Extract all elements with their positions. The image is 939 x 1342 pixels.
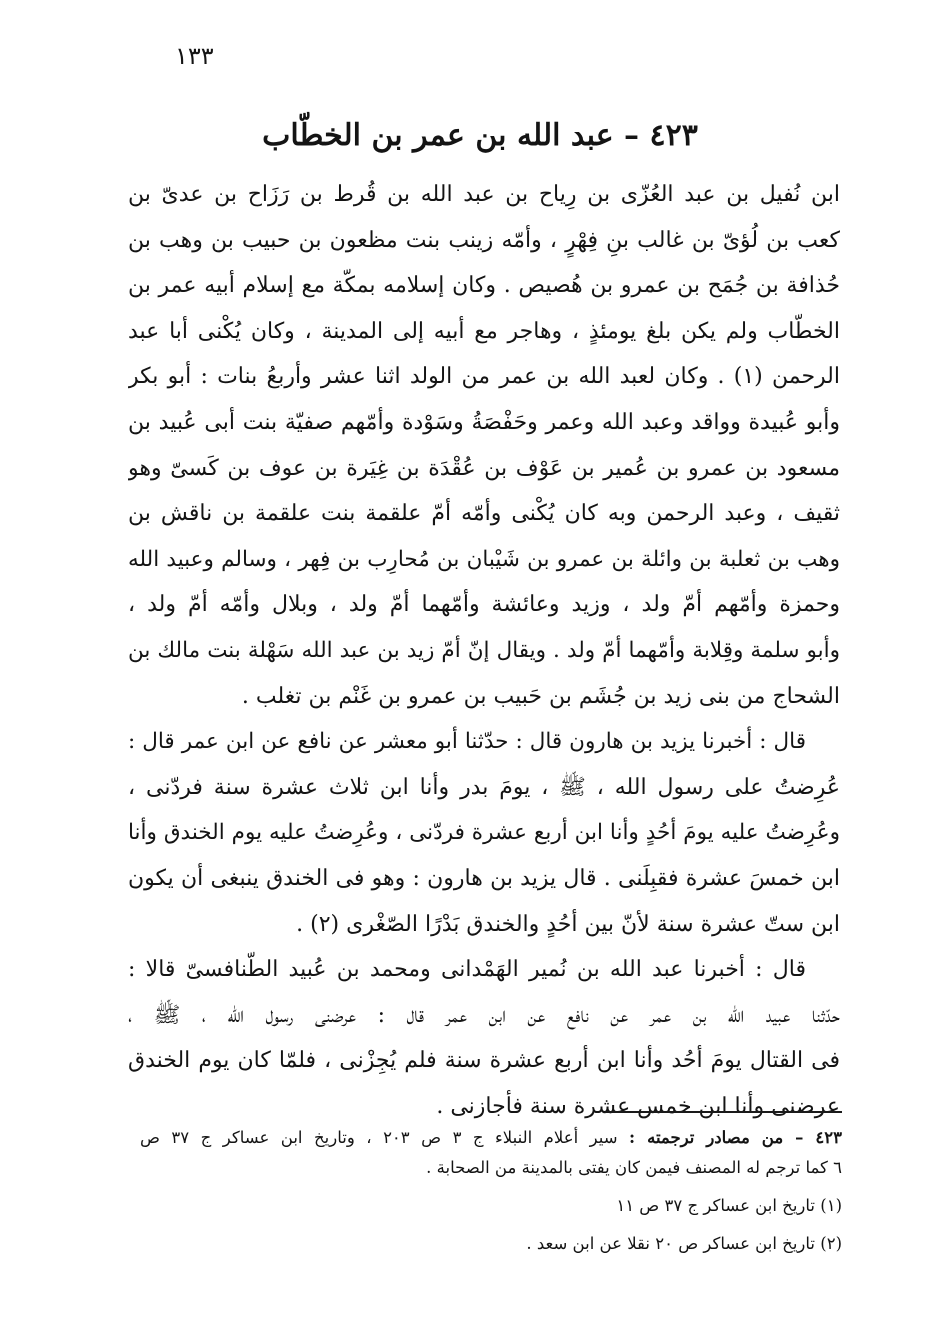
text-line: ثقيف ، وعبد الرحمن وبه كان يُكْنى وأمّه أمّ علقمة بنت علقمة بن ناقش بن [128,501,840,527]
page-number: ١٣٣ [175,42,214,70]
paragraph-narration-2 [128,947,840,1129]
text-line: وأبو سلمة وقِلابة وأمّهما أمّ ولد . ويقال إنّ أمّ زيد بن عبد الله سَهْلة بنت مالك بن [128,637,840,663]
footnote-sources [140,1123,842,1153]
text-line: عُرِضتُ على رسول الله ، ﷺ ، يومَ بدر وأنا ابن ثلاث عشرة سنة فردّنى ، [128,774,840,800]
footnote-sources-cont: ٦ كما ترجم له المصنف فيمن كان يفتى بالمدينة من الصحابة . [426,1158,842,1177]
main-text [128,172,840,1129]
footnote-sources-label: ٤٢٣ – من مصادر ترجمته : [629,1128,842,1147]
paragraph-narration-1 [128,719,840,947]
text-line: ابن نُفيل بن عبد العُزّى بن رِياح بن عبد الله بن قُرط بن رَزَاح بن عدىّ بن [128,182,840,207]
text-line: كعب بن لُؤىّ بن غالب بنِ فِهْرٍ ، وأمّه زينب بنت مظعون بن حبيب بن وهب بن [128,227,840,253]
text-line: وحمزة وأمّهم أمّ ولد ، وزيد وعائشة وأمّهما أمّ ولد ، وبلال وأمّه أمّ ولد ، [128,592,840,618]
text-line: عرضنى وأنا ابن خمس عشرة سنة فأجازنى . [436,1093,840,1119]
text-line: وأبو عُبيدة وواقد وعبد الله وعمر وحَفْصَةُ وسَوْدة وأمّهم صفيّة بنت أبى عُبيد بن [128,409,840,435]
paragraph-lineage [128,172,840,719]
text-line: حدّثنا عبيد الله بن عمر عن نافع عن ابن عمر قال : عرضنى رسول الله ، ﷺ ، [128,1002,840,1028]
text-line: قال : أخبرنا عبد الله بن نُمير الهَمْدانى ومحمد بن عُبيد الطّنافسىّ قالا : [128,957,806,983]
text-line: الرحمن (١) . وكان لعبد الله بن عمر من الولد اثنا عشر وأربعُ بنات : أبو بكر [128,364,840,390]
text-line: ابن ستّ عشرة سنة لأنّ بين أحُدٍ والخندق بَدْرًا الصّغْرى (٢) . [296,911,840,937]
text-line: الشحاج من بنى زيد بن جُشَم بن حَبيب بن عمرو بن غَنْم بن تغلب . [241,683,840,709]
footnotes [140,1123,842,1259]
footnote-1: (١) تاريخ ابن عساكر ج ٣٧ ص ١١ [616,1196,842,1215]
text-line: حُذافة بن جُمَح بن عمرو بن هُصيص . وكان إسلامه بمكّة مع إسلام أبيه عمر بن [128,273,840,299]
text-line: وعُرِضتُ عليه يومَ أحُدٍ وأنا ابن أربع عشرة فردّنى ، وعُرِضتُ عليه يوم الخندق وأنا [128,820,840,846]
text-line: وهب بن ثعلبة بن وائلة بن عمرو بن شَيْبان بن مُحارِب بن فِهر ، وسالم وعبيد الله [128,546,840,572]
footnote-2: (٢) تاريخ ابن عساكر ص ٢٠ نقلا عن ابن سعد . [526,1234,842,1253]
text-line: فى القتال يومَ أحُد وأنا ابن أربع عشرة سنة فلم يُجِزْنى ، فلمّا كان يوم الخندق [128,1048,840,1074]
chapter-title: ٤٢٣ – عبد الله بن عمر بن الخطّاب [262,118,698,153]
text-line: قال : أخبرنا يزيد بن هارون قال : حدّثنا أبو معشر عن نافع عن ابن عمر قال : [128,729,806,755]
text-line: الخطّاب ولم يكن بلغ يومئذٍ ، وهاجر مع أبيه إلى المدينة ، وكان يُكْنى أبا عبد [128,318,840,344]
footnote-sources-text: سير أعلام النبلاء ج ٣ ص ٢٠٣ ، وتاريخ ابن عساكر ج ٣٧ ص [140,1128,618,1147]
footnote-separator [605,1111,842,1113]
text-line: ابن خمسَ عشرة فقبِلَنى . قال يزيد بن هارون : وهو فى الخندق ينبغى أن يكون [128,865,840,891]
text-line: مسعود بن عمرو بن عُمير بن عَوْف بن عُقْدَة بن غِيَرة بن عوف بن كَسىّ وهو [128,455,840,481]
